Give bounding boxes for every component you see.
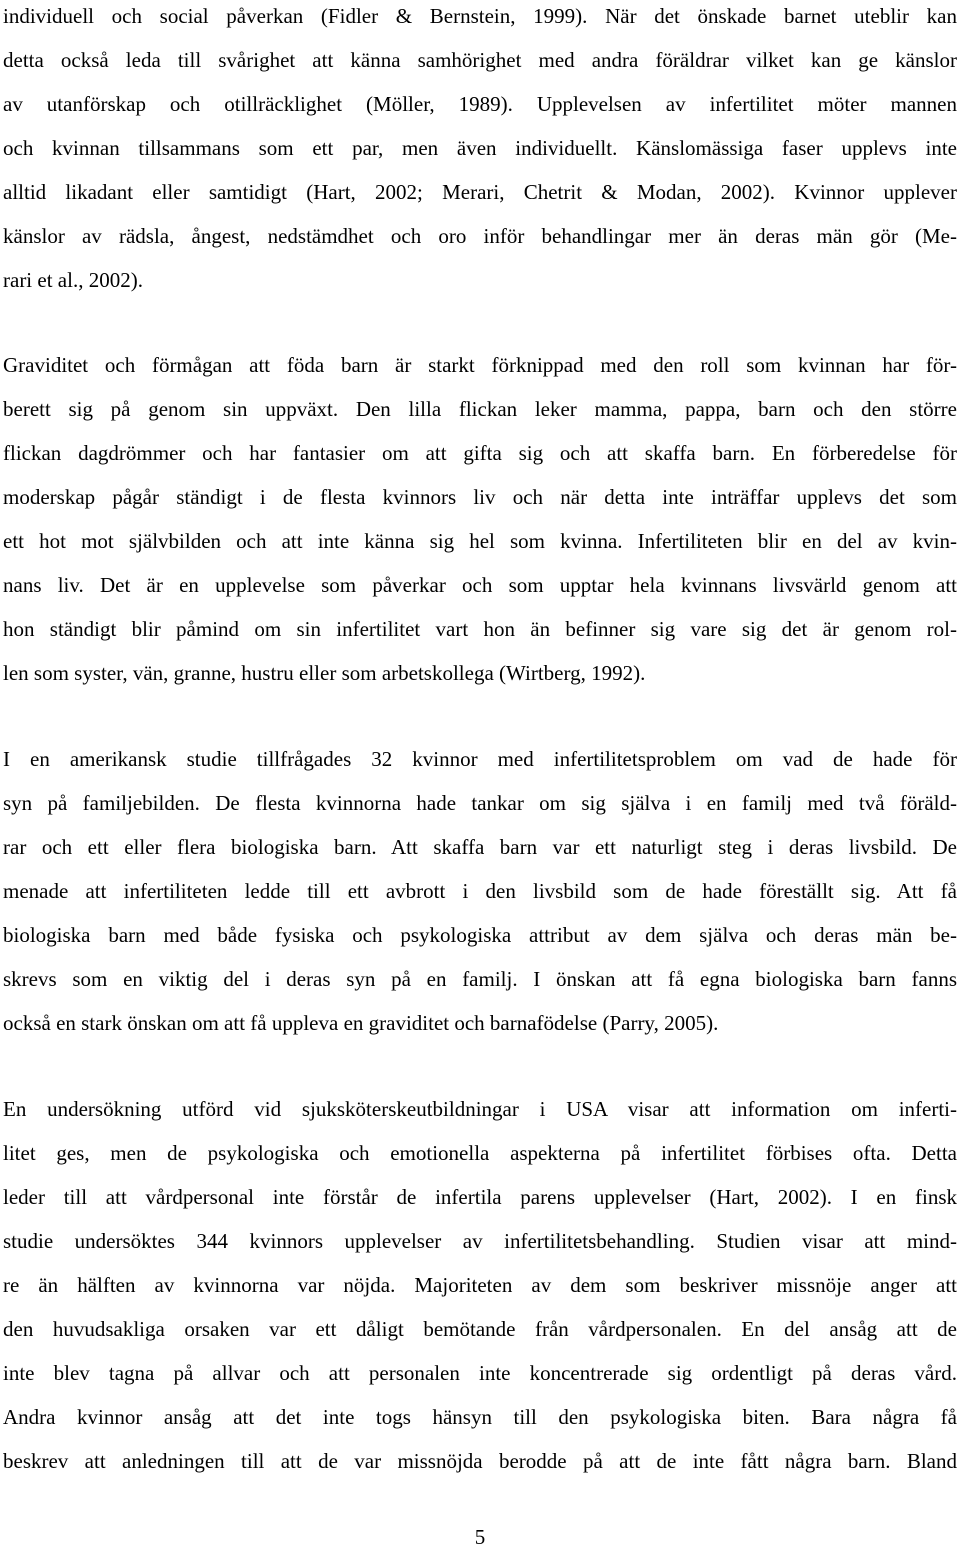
text-line: ett hot mot självbilden och att inte känna sig hel som kvinna. Infertiliteten blir en del av kvin- xyxy=(3,529,957,553)
text-line: alltid likadant eller samtidigt (Hart, 2002; Merari, Chetrit & Modan, 2002). Kvinnor upplever xyxy=(3,180,957,204)
text-line: detta också leda till svårighet att känna samhörighet med andra föräldrar vilket kan ge känslor xyxy=(3,48,957,72)
text-line: Andra kvinnor ansåg att det inte togs hänsyn till den psykologiska biten. Bara några få xyxy=(3,1405,957,1429)
text-line: skrevs som en viktig del i deras syn på en familj. I önskan att få egna biologiska barn fanns xyxy=(3,967,957,991)
text-line: biologiska barn med både fysiska och psykologiska attribut av dem själva och deras män be- xyxy=(3,923,957,947)
text-line: syn på familjebilden. De flesta kvinnorna hade tankar om sig själva i en familj med två föräld- xyxy=(3,791,957,815)
text-line: rar och ett eller flera biologiska barn. Att skaffa barn var ett naturligt steg i deras livsbild. De xyxy=(3,835,957,859)
text-line: re än hälften av kvinnorna var nöjda. Majoriteten av dem som beskriver missnöje anger att xyxy=(3,1273,957,1297)
text-line: känslor av rädsla, ångest, nedstämdhet och oro inför behandlingar mer än deras män gör (Me- xyxy=(3,224,957,248)
text-line: och kvinnan tillsammans som ett par, men även individuellt. Känslomässiga faser upplevs inte xyxy=(3,136,957,160)
paragraph-1 xyxy=(3,0,957,302)
text-line: berett sig på genom sin uppväxt. Den lilla flickan leker mamma, pappa, barn och den större xyxy=(3,397,957,421)
text-line: leder till att vårdpersonal inte förstår de infertila parens upplevelser (Hart, 2002). I en finsk xyxy=(3,1185,957,1209)
text-line: litet ges, men de psykologiska och emotionella aspekterna på infertilitet förbises ofta. Detta xyxy=(3,1141,957,1165)
page-number: 5 xyxy=(474,1525,486,1549)
paragraph-4 xyxy=(3,1087,957,1483)
text-line: nans liv. Det är en upplevelse som påverkar och som upptar hela kvinnans livsvärld genom att xyxy=(3,573,957,597)
text-line: studie undersöktes 344 kvinnors upplevelser av infertilitetsbehandling. Studien visar att mind- xyxy=(3,1229,957,1253)
text-line: individuell och social påverkan (Fidler & Bernstein, 1999). När det önskade barnet uteblir kan xyxy=(3,4,957,28)
text-line: Graviditet och förmågan att föda barn är starkt förknippad med den roll som kvinnan har för- xyxy=(3,353,957,377)
text-line: hon ständigt blir påmind om sin infertilitet vart hon än befinner sig vare sig det är genom rol- xyxy=(3,617,957,641)
text-line: den huvudsakliga orsaken var ett dåligt bemötande från vårdpersonalen. En del ansåg att de xyxy=(3,1317,957,1341)
text-line: En undersökning utförd vid sjuksköterskeutbildningar i USA visar att information om inferti- xyxy=(3,1097,957,1121)
text-line: moderskap pågår ständigt i de flesta kvinnors liv och när detta inte inträffar upplevs det som xyxy=(3,485,957,509)
text-line: rari et al., 2002). xyxy=(3,268,143,292)
text-line: menade att infertiliteten ledde till ett avbrott i den livsbild som de hade föreställt sig. Att få xyxy=(3,879,957,903)
text-line: inte blev tagna på allvar och att personalen inte koncentrerade sig ordentligt på deras vård. xyxy=(3,1361,957,1385)
paragraph-2 xyxy=(3,343,957,695)
text-line: I en amerikansk studie tillfrågades 32 kvinnor med infertilitetsproblem om vad de hade för xyxy=(3,747,957,771)
text-line: också en stark önskan om att få uppleva en graviditet och barnafödelse (Parry, 2005). xyxy=(3,1011,719,1035)
text-line: flickan dagdrömmer och har fantasier om att gifta sig och att skaffa barn. En förberedelse för xyxy=(3,441,957,465)
text-line: av utanförskap och otillräcklighet (Möller, 1989). Upplevelsen av infertilitet möter mannen xyxy=(3,92,957,116)
paragraph-3 xyxy=(3,737,957,1045)
text-line: len som syster, vän, granne, hustru eller som arbetskollega (Wirtberg, 1992). xyxy=(3,661,646,685)
text-line: beskrev att anledningen till att de var missnöjda berodde på att de inte fått några barn. Bland xyxy=(3,1449,957,1473)
